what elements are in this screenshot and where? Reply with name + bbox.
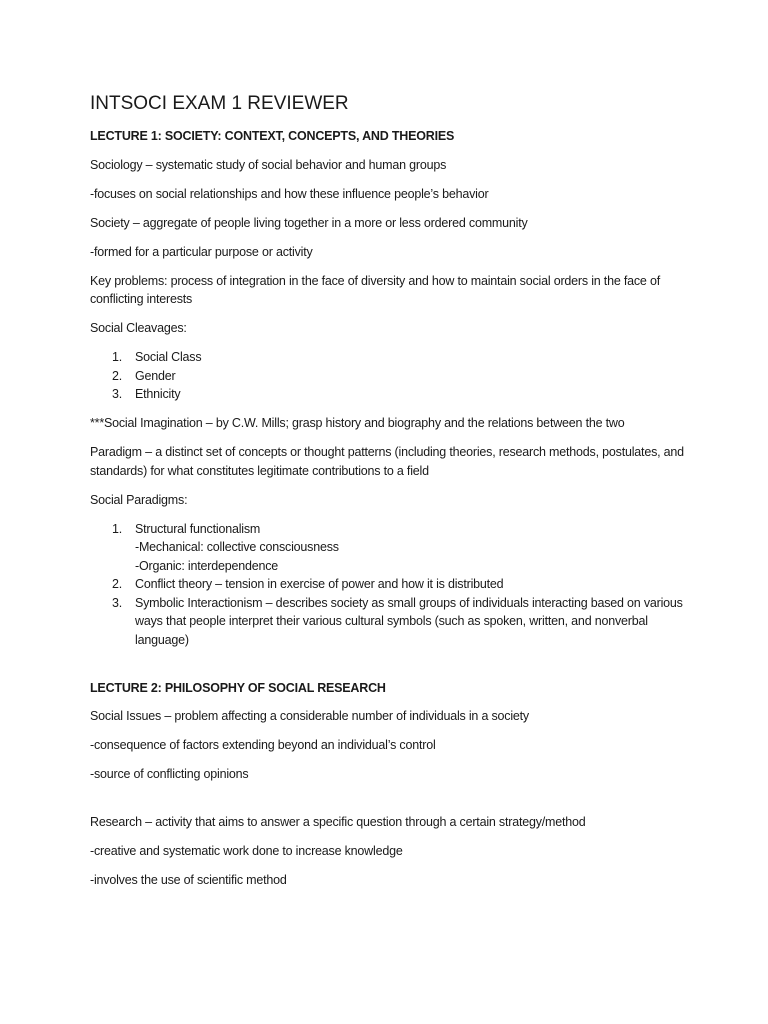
list-item-text: Symbolic Interactionism – describes society as small groups of individuals interacting based on various ways that people interpret their various cultural symbols (such as spoken, written, and nonverbal language)	[135, 595, 683, 647]
list-number: 2.	[112, 577, 123, 591]
list-subitem: -Organic: interdependence	[135, 558, 279, 573]
list-item-text: Social Class	[135, 350, 202, 364]
lecture-1-heading: LECTURE 1: SOCIETY: CONTEXT, CONCEPTS, AND THEORIES	[90, 129, 455, 143]
sociology-note: -focuses on social relationships and how these influence people’s behavior	[90, 186, 489, 201]
list-item	[90, 385, 690, 404]
cleavages-list	[90, 348, 690, 404]
paradigm-definition: Paradigm – a distinct set of concepts or thought patterns (including theories, research methods, postulates, and standards) for what constitutes legitimate contributions to a field	[90, 445, 684, 478]
key-problems: Key problems: process of integration in the face of diversity and how to maintain social orders in the face of conflicting interests	[90, 273, 660, 306]
social-imagination: ***Social Imagination – by C.W. Mills; grasp history and biography and the relations between the two	[90, 416, 625, 430]
cleavages-label: Social Cleavages:	[90, 321, 187, 335]
list-item	[90, 594, 690, 650]
society-note: -formed for a particular purpose or activity	[90, 244, 313, 259]
list-item-text: Gender	[135, 368, 176, 383]
society-definition: Society – aggregate of people living together in a more or less ordered community	[90, 215, 528, 230]
list-item	[90, 367, 690, 386]
lecture-2-heading: LECTURE 2: PHILOSOPHY OF SOCIAL RESEARCH	[90, 680, 386, 695]
list-item	[90, 348, 690, 367]
list-item-text: Structural functionalism	[135, 521, 261, 536]
paradigms-label: Social Paradigms:	[90, 492, 188, 507]
social-issues-note-1: -consequence of factors extending beyond an individual’s control	[90, 738, 436, 752]
list-number: 3.	[112, 595, 123, 610]
list-item-text: Conflict theory – tension in exercise of power and how it is distributed	[135, 577, 504, 591]
list-number: 1.	[112, 350, 123, 364]
list-number: 2.	[112, 368, 123, 383]
research-note-2: -involves the use of scientific method	[90, 873, 287, 887]
list-item	[90, 575, 690, 594]
list-number: 1.	[112, 521, 123, 536]
paradigms-list	[90, 520, 690, 650]
document-content	[90, 92, 690, 900]
list-item	[90, 520, 690, 576]
research-definition: Research – activity that aims to answer a specific question through a certain strategy/method	[90, 815, 586, 829]
section-spacer	[90, 660, 690, 679]
social-issues-note-2: -source of conflicting opinions	[90, 767, 249, 781]
list-number: 3.	[112, 387, 123, 401]
document-title: INTSOCI EXAM 1 REVIEWER	[90, 93, 349, 114]
social-issues-definition: Social Issues – problem affecting a considerable number of individuals in a society	[90, 709, 529, 723]
research-note-1: -creative and systematic work done to increase knowledge	[90, 844, 403, 858]
list-subitem: -Mechanical: collective consciousness	[135, 540, 339, 554]
section-spacer	[90, 794, 690, 813]
sociology-definition: Sociology – systematic study of social behavior and human groups	[90, 157, 447, 172]
list-item-text: Ethnicity	[135, 387, 181, 401]
